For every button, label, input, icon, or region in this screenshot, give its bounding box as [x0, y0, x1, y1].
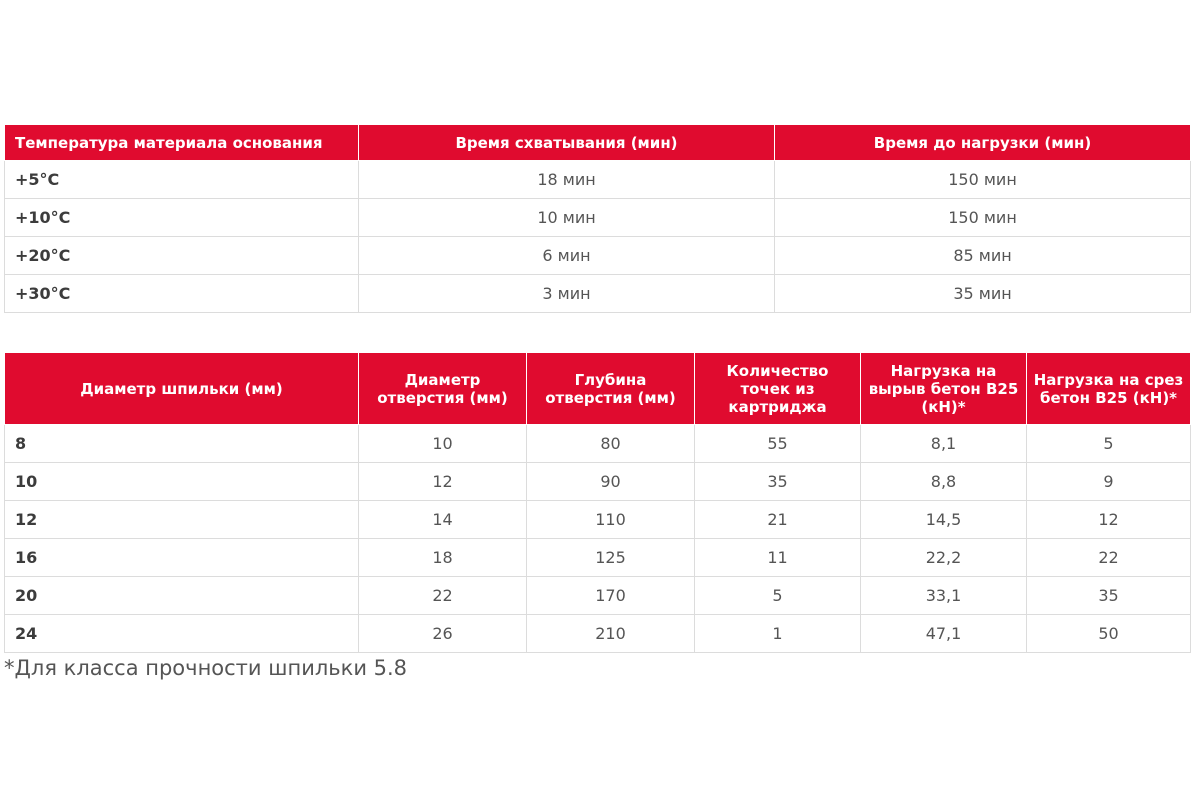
table-cell: 12 [1027, 501, 1191, 539]
table-cell: 5 [695, 577, 861, 615]
table-header-row [5, 125, 1191, 161]
table-cell: 6 мин [359, 237, 775, 275]
column-header-points-per-cartridge: Количество точек из картриджа [695, 353, 861, 425]
table-cell: 35 мин [775, 275, 1191, 313]
table-cell: 170 [527, 577, 695, 615]
table-cell: 24 [5, 615, 359, 653]
table-cell: 150 мин [775, 199, 1191, 237]
table-cell: 22 [359, 577, 527, 615]
table-cell: 10 мин [359, 199, 775, 237]
table-cell: 20 [5, 577, 359, 615]
table-cell: 1 [695, 615, 861, 653]
table-cell: 125 [527, 539, 695, 577]
table-cell: 8,8 [861, 463, 1027, 501]
table-cell: 12 [359, 463, 527, 501]
table-cell: 10 [359, 425, 527, 463]
table-cell: 8 [5, 425, 359, 463]
table-cell: 35 [695, 463, 861, 501]
table-cell: +10°C [5, 199, 359, 237]
table-cell: 210 [527, 615, 695, 653]
table-cell: 18 мин [359, 161, 775, 199]
table-cell: 150 мин [775, 161, 1191, 199]
table-row [5, 275, 1191, 313]
table-cell: 21 [695, 501, 861, 539]
table-cell: 16 [5, 539, 359, 577]
column-header-setting-time: Время схватывания (мин) [359, 125, 775, 161]
column-header-temperature: Температура материала основания [5, 125, 359, 161]
table-cell: 22,2 [861, 539, 1027, 577]
table-cell: 90 [527, 463, 695, 501]
footnote: *Для класса прочности шпильки 5.8 [4, 656, 408, 680]
table-cell: 9 [1027, 463, 1191, 501]
table-cell: 26 [359, 615, 527, 653]
table-row [5, 199, 1191, 237]
anchor-load-table [4, 352, 1191, 653]
table-cell: 14 [359, 501, 527, 539]
table-row [5, 577, 1191, 615]
table-cell: 12 [5, 501, 359, 539]
column-header-shear-load: Нагрузка на срез бетон В25 (кН)* [1027, 353, 1191, 425]
table-cell: 80 [527, 425, 695, 463]
table-cell: 110 [527, 501, 695, 539]
curing-time-table [4, 124, 1191, 313]
table-row [5, 539, 1191, 577]
table-cell: 10 [5, 463, 359, 501]
column-header-pullout-load: Нагрузка на вырыв бетон В25 (кН)* [861, 353, 1027, 425]
table-cell: 47,1 [861, 615, 1027, 653]
table-cell: 33,1 [861, 577, 1027, 615]
table-row [5, 463, 1191, 501]
table-cell: +20°C [5, 237, 359, 275]
table-row [5, 425, 1191, 463]
table-cell: 85 мин [775, 237, 1191, 275]
table-header-row [5, 353, 1191, 425]
table-cell: 18 [359, 539, 527, 577]
table-row [5, 161, 1191, 199]
table-cell: 14,5 [861, 501, 1027, 539]
table-cell: 22 [1027, 539, 1191, 577]
column-header-hole-diameter: Диаметр отверстия (мм) [359, 353, 527, 425]
column-header-stud-diameter: Диаметр шпильки (мм) [5, 353, 359, 425]
column-header-load-time: Время до нагрузки (мин) [775, 125, 1191, 161]
table-cell: +30°C [5, 275, 359, 313]
table-cell: 5 [1027, 425, 1191, 463]
column-header-hole-depth: Глубина отверстия (мм) [527, 353, 695, 425]
table-row [5, 237, 1191, 275]
table-row [5, 615, 1191, 653]
table-cell: 3 мин [359, 275, 775, 313]
table-cell: 35 [1027, 577, 1191, 615]
table-cell: 50 [1027, 615, 1191, 653]
table-row [5, 501, 1191, 539]
table-cell: 8,1 [861, 425, 1027, 463]
table-cell: 55 [695, 425, 861, 463]
table-cell: 11 [695, 539, 861, 577]
table-cell: +5°C [5, 161, 359, 199]
